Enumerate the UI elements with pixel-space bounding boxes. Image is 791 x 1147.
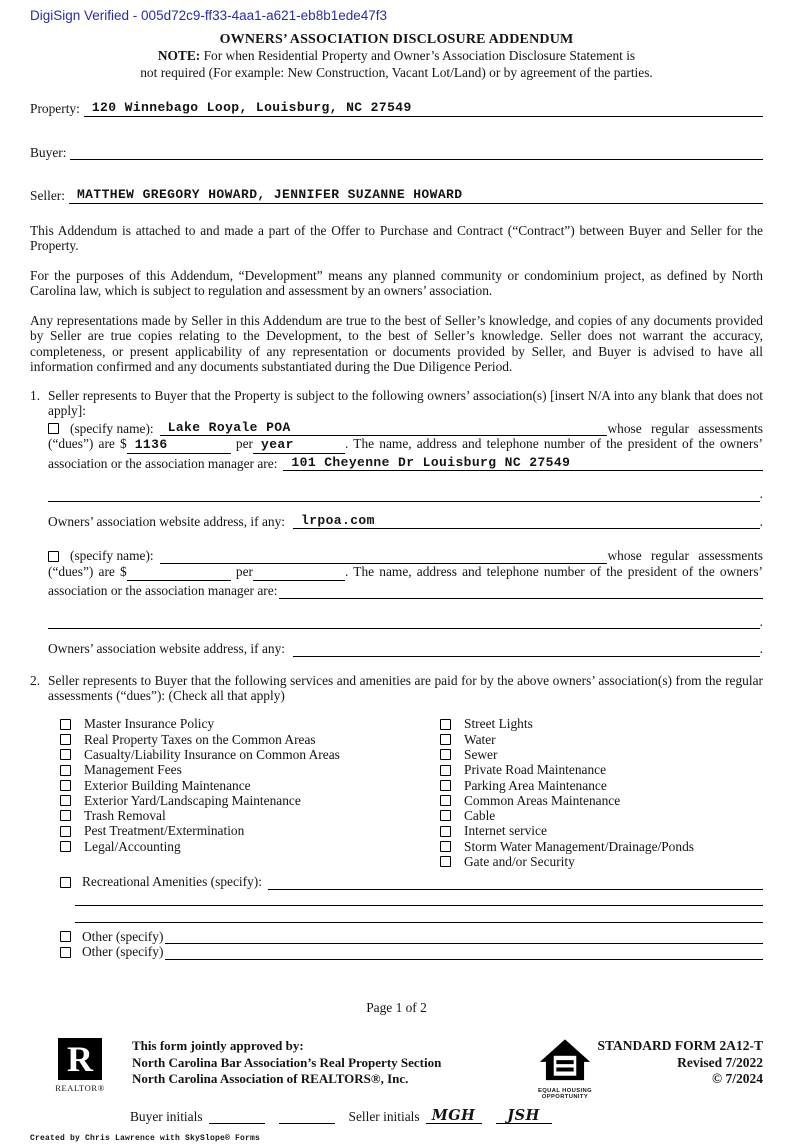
- checkbox-icon[interactable]: [60, 749, 71, 760]
- assoc2-per-label: per: [235, 563, 254, 579]
- assoc1-specify-label: (specify name):: [70, 420, 154, 436]
- property-label: Property:: [30, 101, 80, 116]
- assoc2-website-line: [48, 639, 763, 657]
- checkbox-icon[interactable]: [60, 826, 71, 837]
- assoc2-president-text-b: association or the association manager are:: [48, 583, 278, 598]
- assoc1-continuation-field[interactable]: [48, 487, 760, 502]
- assoc2-website-field[interactable]: [293, 639, 760, 657]
- specify-blank-line-1[interactable]: [75, 904, 763, 906]
- recreational-label: Recreational Amenities (specify):: [82, 874, 262, 890]
- seller-initial-field-1[interactable]: [426, 1108, 482, 1125]
- assoc2-whose-text: whose regular assessments: [607, 548, 763, 563]
- created-by-note: Created by Chris Lawrence with SkySlope® Forms: [30, 1134, 261, 1144]
- service-item: [60, 732, 440, 747]
- other-1-field[interactable]: [165, 929, 763, 944]
- checkbox-icon[interactable]: [60, 734, 71, 745]
- realtor-caption: REALTOR®: [55, 1083, 105, 1094]
- assoc2-per-field[interactable]: [253, 564, 345, 582]
- buyer-field[interactable]: [70, 143, 763, 161]
- assoc1-dues-value: 1136: [134, 437, 168, 452]
- service-label: Exterior Yard/Landscaping Maintenance: [84, 792, 301, 808]
- assoc1-name-value: Lake Royale POA: [167, 419, 291, 435]
- service-label: Legal/Accounting: [84, 838, 181, 854]
- seller-row: [30, 186, 763, 204]
- assoc2-checkbox-icon[interactable]: [48, 551, 59, 562]
- equal-housing-logo: [533, 1038, 597, 1101]
- assoc1-website-line: [48, 512, 763, 530]
- initials-row: [130, 1108, 763, 1125]
- checkbox-icon[interactable]: [440, 795, 451, 806]
- assoc1-checkbox-icon[interactable]: [48, 423, 59, 434]
- checkbox-icon[interactable]: [440, 749, 451, 760]
- seller-label: Seller:: [30, 188, 65, 203]
- service-label: Management Fees: [84, 762, 182, 778]
- other-2-field[interactable]: [165, 945, 763, 960]
- assoc2-website-label: Owners’ association website address, if any:: [48, 641, 285, 656]
- page-number: Page 1 of 2: [366, 999, 427, 1015]
- checkbox-icon[interactable]: [60, 719, 71, 730]
- recreational-field[interactable]: [268, 875, 763, 890]
- association-block-2: [48, 546, 763, 657]
- standard-form-copyright: © 7/2024: [712, 1071, 763, 1087]
- assoc1-whose-text: whose regular assessments: [607, 420, 763, 436]
- checkbox-icon[interactable]: [440, 765, 451, 776]
- assoc2-dues-field[interactable]: [127, 564, 231, 582]
- checkbox-icon[interactable]: [60, 795, 71, 806]
- assoc1-name-field[interactable]: [160, 419, 608, 437]
- assoc2-line-end: .: [759, 613, 763, 629]
- assoc1-president-text-b: association or the association manager are:: [48, 455, 278, 471]
- approval-line-2: North Carolina Bar Association’s Real Property Section: [132, 1054, 442, 1070]
- service-item: [60, 839, 440, 854]
- assoc1-manager-line: [48, 454, 763, 472]
- buyer-initial-field-2[interactable]: [279, 1109, 335, 1124]
- other-row-2: [60, 944, 763, 960]
- assoc2-manager-value: [279, 582, 287, 597]
- assoc2-president-text-a: . The name, address and telephone number of the president of the owners’: [345, 563, 763, 579]
- assoc1-dues-field[interactable]: [127, 436, 231, 454]
- assoc2-continuation-field[interactable]: [48, 614, 760, 629]
- services-column-right: [440, 717, 763, 870]
- assoc1-per-label: per: [235, 436, 254, 451]
- property-value: 120 Winnebago Loop, Louisburg, NC 27549: [91, 100, 412, 115]
- item-2: [30, 673, 763, 704]
- realtor-logo: [44, 1038, 116, 1097]
- association-block-1: [48, 419, 763, 530]
- service-item: [60, 778, 440, 793]
- assoc1-website-label: Owners’ association website address, if any:: [48, 513, 285, 529]
- item-1: [30, 388, 763, 419]
- assoc1-manager-value: 101 Cheyenne Dr Louisburg NC 27549: [291, 454, 571, 470]
- assoc1-line-end: .: [759, 486, 763, 501]
- service-item: [440, 747, 763, 762]
- recreational-checkbox-icon[interactable]: [60, 877, 71, 888]
- approval-text: [132, 1038, 477, 1088]
- service-label: Master Insurance Policy: [84, 716, 215, 732]
- checkbox-icon[interactable]: [440, 841, 451, 852]
- paragraph-development: For the purposes of this Addendum, “Development” means any planned community or condominium project, as defined by North Carolina law, which is subject to regulation and assessment by an owners’ association.: [30, 267, 763, 298]
- service-label: Street Lights: [464, 716, 533, 732]
- note-label: NOTE:: [157, 48, 201, 63]
- paragraph-attached: This Addendum is attached to and made a part of the Offer to Purchase and Contract (“Contract”) between Buyer and Seller for the Property.: [30, 222, 763, 253]
- checkbox-icon[interactable]: [440, 826, 451, 837]
- assoc1-name-line: [48, 419, 763, 437]
- buyer-value: [70, 144, 78, 159]
- buyer-label: Buyer:: [30, 144, 67, 160]
- other-1-label: Other (specify): [82, 928, 164, 944]
- seller-initial-1: MGH: [431, 1106, 476, 1124]
- specify-blank-line-2[interactable]: [75, 921, 763, 923]
- checkbox-icon[interactable]: [60, 780, 71, 791]
- assoc1-website-value: lrpoa.com: [301, 512, 375, 528]
- service-item: [60, 808, 440, 823]
- assoc1-manager-field[interactable]: [283, 454, 763, 472]
- service-item: [440, 854, 763, 869]
- service-item: [440, 732, 763, 747]
- assoc1-per-field[interactable]: [253, 436, 345, 454]
- checkbox-icon[interactable]: [440, 734, 451, 745]
- footer-row: [30, 1038, 763, 1101]
- service-label: Pest Treatment/Extermination: [84, 823, 245, 839]
- service-label: Real Property Taxes on the Common Areas: [84, 731, 316, 747]
- assoc1-dues-line: [48, 436, 763, 454]
- assoc2-manager-field[interactable]: [279, 581, 763, 599]
- service-item: [440, 824, 763, 839]
- assoc1-website-field[interactable]: [293, 512, 760, 530]
- equal-housing-caption: EQUAL HOUSING OPPORTUNITY: [537, 1087, 593, 1101]
- assoc2-per-value: [253, 565, 261, 580]
- seller-value: MATTHEW GREGORY HOWARD, JENNIFER SUZANNE HOWARD: [76, 187, 463, 202]
- approval-line-3: North Carolina Association of REALTORS®, Inc.: [132, 1071, 409, 1087]
- digisign-verified-banner: DigiSign Verified - 005d72c9-ff33-4aa1-a621-eb8b1ede47f3: [30, 8, 388, 23]
- service-item: [440, 793, 763, 808]
- note-line-1: [30, 48, 763, 64]
- assoc1-per-value: year: [261, 437, 294, 452]
- standard-form-revised: Revised 7/2022: [677, 1054, 763, 1070]
- service-label: Exterior Building Maintenance: [84, 777, 251, 793]
- services-column-left: [60, 717, 440, 870]
- checkbox-icon[interactable]: [440, 810, 451, 821]
- assoc1-continuation-line: [48, 486, 763, 502]
- service-label: Private Road Maintenance: [464, 762, 607, 778]
- recreational-amenities-row: [60, 874, 763, 890]
- service-item: [60, 793, 440, 808]
- checkbox-icon[interactable]: [440, 856, 451, 867]
- assoc1-website-end: .: [759, 513, 763, 529]
- note-line-2: not required (For example: New Construction, Vacant Lot/Land) or by agreement of the parties.: [140, 64, 653, 80]
- service-label: Parking Area Maintenance: [464, 777, 607, 793]
- assoc2-dues-pre: (“dues”) are $: [48, 563, 127, 579]
- checkbox-icon[interactable]: [440, 780, 451, 791]
- other-row-1: [60, 929, 763, 945]
- other-2-label: Other (specify): [82, 944, 164, 960]
- service-label: Cable: [464, 808, 496, 824]
- service-label: Sewer: [464, 747, 498, 762]
- standard-form-info: [597, 1038, 763, 1088]
- service-item: [60, 824, 440, 839]
- item-2-number: 2.: [30, 672, 41, 688]
- assoc2-dues-value: [127, 565, 135, 580]
- assoc2-website-end: .: [759, 641, 763, 656]
- checkbox-icon[interactable]: [60, 765, 71, 776]
- seller-field[interactable]: [69, 186, 763, 204]
- assoc2-specify-label: (specify name):: [70, 548, 154, 563]
- note-text-1: For when Residential Property and Owner’s Association Disclosure Statement is: [203, 48, 636, 63]
- service-label: Gate and/or Security: [464, 854, 575, 870]
- buyer-row: [30, 143, 763, 161]
- service-label: Common Areas Maintenance: [464, 792, 621, 808]
- checkbox-icon[interactable]: [60, 810, 71, 821]
- buyer-initials-label: Buyer initials: [130, 1108, 203, 1124]
- seller-initials-label: Seller initials: [348, 1108, 420, 1124]
- service-item: [60, 717, 440, 732]
- service-item: [440, 778, 763, 793]
- service-item: [440, 808, 763, 823]
- assoc2-name-line: [48, 546, 763, 564]
- item-2-text: Seller represents to Buyer that the following services and amenities are paid for by the above owners’ association(s) from the regular assessments (“dues”): (Check all that apply): [48, 672, 763, 703]
- standard-form-name: STANDARD FORM 2A12-T: [597, 1038, 763, 1054]
- service-label: Casualty/Liability Insurance on Common Areas: [84, 747, 340, 762]
- service-label: Trash Removal: [84, 808, 166, 824]
- services-grid: [60, 717, 763, 870]
- assoc1-president-text-a: . The name, address and telephone number of the president of the owners’: [345, 436, 763, 451]
- other-1-checkbox-icon[interactable]: [60, 931, 71, 942]
- service-label: Storm Water Management/Drainage/Ponds: [464, 838, 694, 854]
- approval-line-1: This form jointly approved by:: [132, 1038, 304, 1054]
- realtor-r-icon: R: [58, 1038, 102, 1080]
- seller-initial-2: JSH: [507, 1106, 540, 1124]
- assoc2-manager-line: [48, 581, 763, 599]
- document-title: OWNERS’ ASSOCIATION DISCLOSURE ADDENDUM: [219, 31, 574, 47]
- service-label: Water: [464, 731, 496, 747]
- assoc1-dues-pre: (“dues”) are $: [48, 436, 127, 451]
- assoc2-name-field[interactable]: [160, 546, 608, 564]
- service-item: [60, 747, 440, 762]
- item-1-number: 1.: [30, 387, 41, 403]
- assoc2-website-value: [293, 640, 301, 655]
- seller-initial-field-2[interactable]: [496, 1108, 552, 1125]
- buyer-initial-field-1[interactable]: [209, 1109, 265, 1124]
- assoc2-dues-line: [48, 564, 763, 582]
- assoc2-continuation-line: [48, 614, 763, 630]
- checkbox-icon[interactable]: [440, 719, 451, 730]
- item-1-text: Seller represents to Buyer that the Property is subject to the following owners’ association(s) [insert N/A into any blank that does not apply]:: [48, 387, 763, 418]
- other-2-checkbox-icon[interactable]: [60, 947, 71, 958]
- service-item: [60, 762, 440, 777]
- property-row: [30, 99, 763, 117]
- checkbox-icon[interactable]: [60, 841, 71, 852]
- property-field[interactable]: [84, 99, 763, 117]
- assoc2-name-value: [160, 547, 168, 562]
- service-item: [440, 762, 763, 777]
- service-item: [440, 717, 763, 732]
- equal-housing-house-icon: [539, 1038, 591, 1084]
- service-label: Internet service: [464, 823, 547, 839]
- paragraph-representations: Any representations made by Seller in this Addendum are true to the best of Seller’s knowledge, and copies of any documents provided by Seller are true copies relating to the Development, to the best of Seller’s knowledge. Seller does not warrant the accuracy, completeness, or present applicability of any representation or documents provided by Seller, and Buyer is advised to have all information confirmed and any documents substantiated during the Due Diligence Period.: [30, 312, 763, 374]
- service-item: [440, 839, 763, 854]
